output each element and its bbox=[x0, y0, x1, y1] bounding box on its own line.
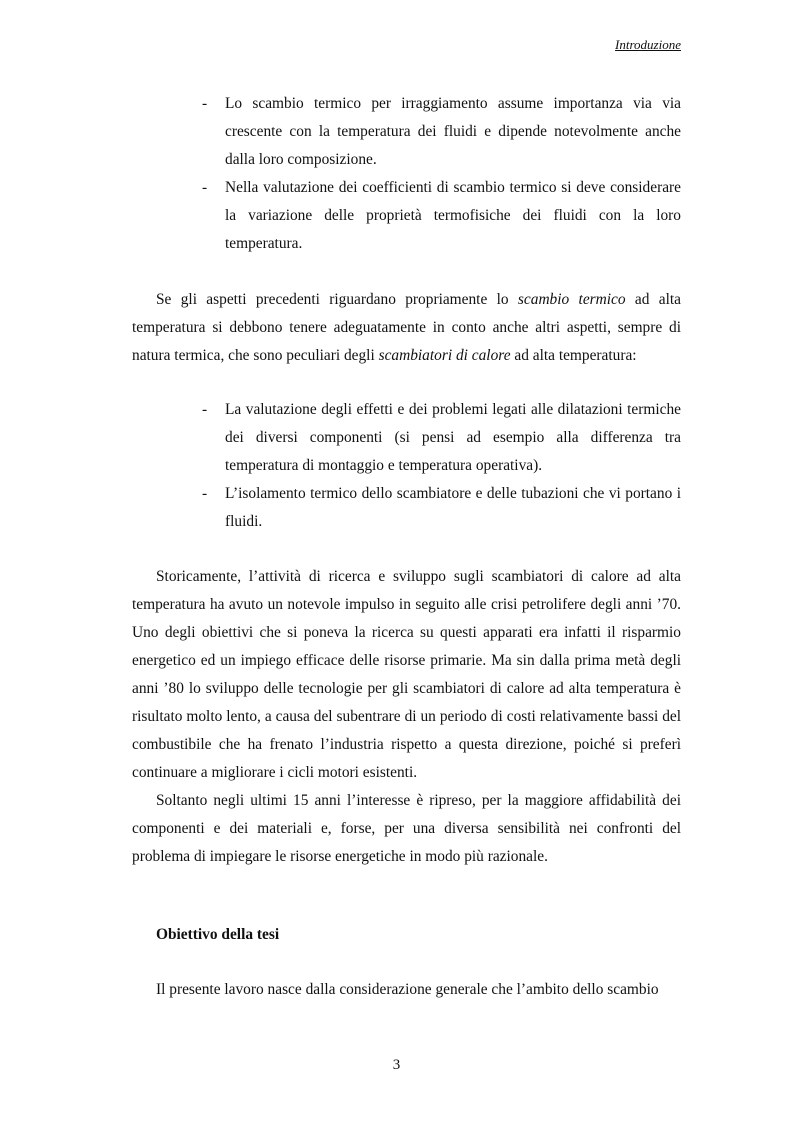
bullet-list-1 bbox=[132, 90, 681, 258]
bullet-dash: - bbox=[202, 95, 208, 112]
text-run: ad alta temperatura si debbono tenere adeguatamente in conto anche altri aspetti, sempre di natura termica, che sono peculiari degli bbox=[132, 291, 681, 364]
list-item bbox=[132, 396, 681, 480]
list-item bbox=[132, 480, 681, 536]
paragraph-aspects bbox=[132, 286, 681, 370]
page-body bbox=[132, 90, 681, 1004]
running-header: Introduzione bbox=[615, 37, 681, 52]
text-run: ad alta temperatura: bbox=[510, 347, 637, 364]
paragraph-history: Storicamente, l’attività di ricerca e sviluppo sugli scambiatori di calore ad alta temperatura ha avuto un notevole impulso in seguito alle crisi petrolifere degli anni ’70. Uno degli obiettivi che si poneva la ricerca su questi apparati era infatti il risparmio energetico ed un impiego efficace delle risorse primarie. Ma sin dalla prima metà degli anni ’80 lo sviluppo delle tecnologie per gli scambiatori di calore ad alta temperatura è risultato molto lento, a causa del subentrare di un periodo di costi relativamente bassi del combustibile che ha frenato l’industria rispetto a questa direzione, poiché si preferì continuare a migliorare i cicli motori esistenti. bbox=[132, 568, 681, 781]
page-number: 3 bbox=[392, 1057, 401, 1073]
paragraph-recent: Soltanto negli ultimi 15 anni l’interesse è ripreso, per la maggiore affidabilità dei componenti e dei materiali e, forse, per una diversa sensibilità nei confronti del problema di impiegare le risorse energetiche in modo più razionale. bbox=[132, 792, 681, 865]
list-item-text: La valutazione degli effetti e dei problemi legati alle dilatazioni termiche dei diversi componenti (si pensi ad esempio alla differenza tra temperatura di montaggio e temperatura operativa). bbox=[225, 401, 681, 474]
list-item-text: Lo scambio termico per irraggiamento assume importanza via via crescente con la temperatura dei fluidi e dipende notevolmente anche dalla loro composizione. bbox=[225, 95, 681, 168]
text-run: Se gli aspetti precedenti riguardano propriamente lo bbox=[156, 291, 518, 308]
emphasis-scambio-termico: scambio termico bbox=[517, 291, 626, 308]
list-item bbox=[132, 174, 681, 258]
list-item bbox=[132, 90, 681, 174]
list-item-text: Nella valutazione dei coefficienti di scambio termico si deve considerare la variazione delle proprietà termofisiche dei fluidi con la loro temperatura. bbox=[225, 179, 681, 252]
bullet-dash: - bbox=[202, 179, 208, 196]
list-item-text: L’isolamento termico dello scambiatore e delle tubazioni che vi portano i fluidi. bbox=[225, 485, 681, 530]
emphasis-scambiatori: scambiatori di calore bbox=[378, 347, 511, 364]
bullet-dash: - bbox=[202, 485, 208, 502]
section-heading: Obiettivo della tesi bbox=[156, 926, 280, 943]
paragraph-objective: Il presente lavoro nasce dalla considerazione generale che l’ambito dello scambio bbox=[156, 981, 659, 998]
bullet-dash: - bbox=[202, 401, 208, 418]
bullet-list-2 bbox=[132, 396, 681, 536]
